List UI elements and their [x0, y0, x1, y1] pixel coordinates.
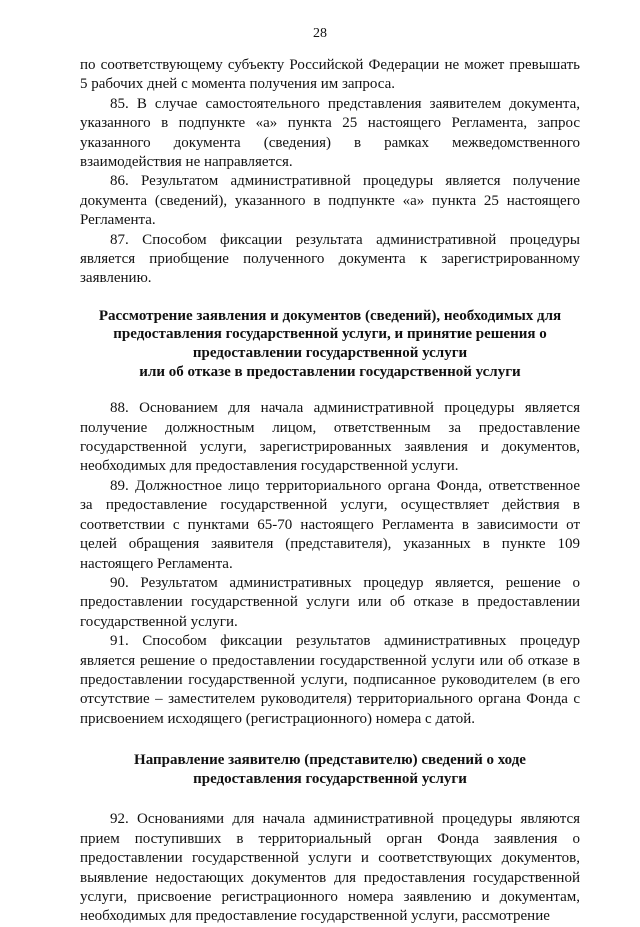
heading-line: предоставлении государственной услуги: [192, 345, 468, 362]
document-body: [80, 56, 580, 927]
paragraph-85: 85. В случае самостоятельного представления заявителем документа, указанного в подпункте «а» пункта 25 настоящего Регламента, запрос указанного документа (сведения) в рамках межведомственного взаимодействия не направляется.: [80, 95, 580, 171]
heading-line: предоставления государственной услуги: [193, 770, 467, 787]
paragraph-90: 90. Результатом административных процедур является, решение о предоставлении государственной услуги или об отказе в предоставлении государственной услуги.: [80, 574, 580, 630]
paragraph-89: 89. Должностное лицо территориального органа Фонда, ответственное за предоставление государственной услуги, осуществляет действия в соответствии с пунктами 65-70 настоящего Регламента в зависимости от целей обращения заявителя (представителя), указанных в пункте 109 настоящего Регламента.: [80, 477, 580, 572]
section-heading-progress: [80, 751, 580, 788]
paragraph-87: 87. Способом фиксации результата административной процедуры является приобщение полученного документа к зарегистрированному заявлению.: [80, 231, 580, 287]
paragraph-86: 86. Результатом административной процедуры является получение документа (сведений), указанного в подпункте «а» пункта 25 настоящего Регламента.: [80, 173, 580, 229]
paragraph-88: 88. Основанием для начала административной процедуры является получение должностным лицом, ответственным за предоставление государственной услуги, зарегистрированных заявления и документов, необходимых для предоставления государственной услуги.: [80, 400, 580, 475]
page-number: 28: [313, 26, 327, 41]
heading-line: Рассмотрение заявления и документов (сведений), необходимых для: [98, 307, 562, 324]
heading-line: или об отказе в предоставлении государственной услуги: [139, 363, 521, 380]
section-heading-review: [80, 307, 580, 381]
paragraph-continuation: по соответствующему субъекту Российской Федерации не может превышать 5 рабочих дней с момента получения им запроса.: [80, 57, 580, 93]
paragraph-92: 92. Основаниями для начала административной процедуры являются прием поступивших в территориальный орган Фонда заявления о предоставлении государственной услуги и соответствующих документов, выявление недостающих документов для предоставления государственной услуги, присвоение регистрационного номера заявлению и документам, необходимых для предоставление государственной услуги, рассмотрение: [80, 811, 580, 925]
paragraph-91: 91. Способом фиксации результатов административных процедур является решение о предоставлении государственной услуги или об отказе в предоставлении государственной услуги, подписанное руководителем (в его отсутствие – заместителем руководителя) территориального органа Фонда с присвоением исходящего (регистрационного) номера с датой.: [80, 633, 580, 727]
heading-line: предоставления государственной услуги, и принятие решения о: [113, 326, 547, 343]
heading-line: Направление заявителю (представителю) сведений о ходе: [134, 752, 526, 769]
